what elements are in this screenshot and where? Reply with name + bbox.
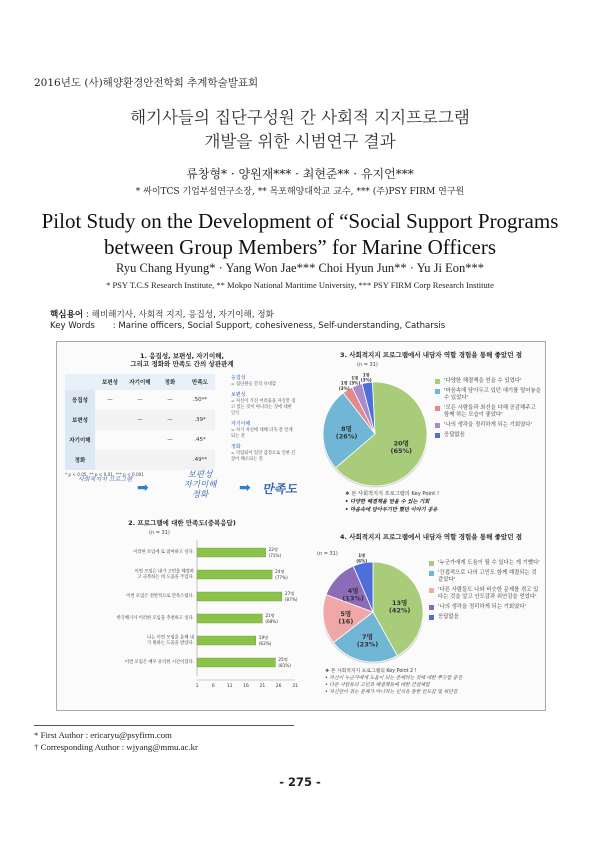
section1-title-line1: 1. 응집성, 보편성, 자기이해, — [140, 352, 224, 360]
flow-social-support: 사회적지지 프로그램 — [77, 476, 133, 483]
pie-slice-label: 13명 — [391, 599, 408, 608]
english-affiliation: * PSY T.C.S Research Institute, ** Mokpo National Maritime University, *** PSY FIRM Corp Research Institute — [106, 280, 494, 290]
col-header: 보편성 — [102, 380, 118, 386]
korean-title-line2: 개발을 위한 시범연구 결과 — [204, 132, 396, 151]
english-title-line1: Pilot Study on the Development of “Social Support Programs — [41, 209, 559, 233]
category-label: 고 극복하는 데 도움을 주었다. — [137, 574, 194, 580]
pie-slice-label: 1명 — [362, 372, 370, 378]
pie-slice-pct: (13%) — [342, 594, 364, 603]
definition-item: 정화 = 억압되어 있던 감정으로 인한 긴장이 해소되는 것 — [231, 444, 296, 462]
pie-slice-pct: (3%) — [338, 385, 350, 391]
bar-value-label: 27명 — [284, 591, 295, 596]
flow-middle: 보편성 자기이해 정화 — [183, 470, 217, 500]
legend-item: '나의 생각을 정리하게 되는 기회였다' — [429, 604, 541, 611]
bar-pct-label: (81%) — [278, 663, 291, 668]
pie-slice-label: 20명 — [393, 439, 409, 448]
korean-title-line1: 해기사들의 집단구성원 간 사회적 지지프로그램 — [130, 108, 470, 127]
correlation-table — [65, 374, 215, 477]
col-header: 정화 — [164, 380, 176, 386]
category-label: 이번 모임은 매우 유익한 시간이었다. — [124, 660, 194, 665]
col-header: 만족도 — [192, 380, 208, 386]
legend-item: '마음속에 담아두고 있던 얘기를 털어놓을 수 있었다' — [435, 388, 541, 402]
x-tick-label: 21 — [259, 684, 266, 689]
satisfaction-bar-chart — [57, 536, 307, 706]
table-cell: .45* — [194, 437, 206, 443]
pie-slice-label: 7명 — [362, 632, 373, 641]
key-point-item: • 다른 사람들의 고민과 해결책들에 대한 간접체험 — [325, 683, 430, 688]
pie-slice-label: 1명 — [340, 380, 348, 386]
table-cell: .50** — [192, 397, 208, 403]
pie-slice-pct: (65%) — [390, 446, 413, 455]
bar — [197, 658, 275, 667]
pie-slice-pct: (16) — [338, 617, 354, 626]
pie-slice-label: 8명 — [341, 425, 352, 434]
legend-item: '모든 사람들과 최선을 다해 공감해주고 함께 하는 모습이 좋았다' — [435, 405, 541, 419]
conference-name: 2016년도 (사)해양환경안전학회 추계학술발표회 — [34, 77, 259, 89]
english-keywords-label: Key Words — [50, 321, 95, 331]
english-keywords-value: : Marine officers, Social Support, cohesiveness, Self-understanding, Catharsis — [112, 321, 446, 331]
row-label: 자기이해 — [65, 430, 95, 450]
table-row — [65, 450, 215, 470]
key-point-item: • 마음속에 담아두기만 했던 이야기 공유 — [345, 507, 438, 513]
legend-item: 응답없음 — [435, 432, 541, 439]
legend-item: '누군가에게 도움이 될 수 있다는 게 기뻤다' — [429, 560, 541, 567]
x-tick-label: 16 — [243, 684, 249, 689]
key-point-item: • 자신이 누군가에게 도움이 되는 존재라는 것에 대한 뿌듯함 증진 — [325, 676, 463, 681]
key-point-item: • 다양한 해결책을 얻을 수 있는 기회 — [345, 499, 430, 505]
category-label: 한국해기사 이러한 모임을 추천하고 싶다. — [116, 616, 194, 621]
pie3-legend — [435, 378, 541, 442]
pie-slice-pct: (26%) — [335, 432, 358, 441]
legend-item: 응답없음 — [429, 614, 541, 621]
pie-slice-label: 5명 — [340, 610, 352, 619]
significance-note: * p < 0.05, ** p < 0.01, *** p < 0.001 — [65, 472, 145, 477]
category-label: 나는 이번 모임을 통해 내 — [147, 635, 194, 641]
category-label: 이번 모임은 내가 고민을 해결하 — [134, 569, 194, 575]
bar-pct-label: (68%) — [265, 619, 278, 624]
legend-item: '간접적으로 나의 고민도 함께 해결되는 것 같았다' — [429, 570, 541, 584]
section3-title: 3. 사회적지지 프로그램에서 내담자 역할 경험을 통해 좋았던 점 — [339, 351, 523, 359]
legend-item: '다른 사람들도 나와 비슷한 문제를 겪고 있다는 것을 알고 안도감과 위안감을 얻었다' — [429, 587, 541, 601]
row-label: 보편성 — [65, 410, 95, 430]
section4-n: (n = 31) — [317, 551, 338, 557]
english-title-line2: between Group Members” for Marine Officers — [103, 235, 497, 259]
row-label: 응집성 — [65, 390, 95, 410]
pie-slice-label: 1명 — [358, 553, 366, 559]
section1-title — [107, 352, 257, 368]
section4-key-points — [325, 668, 539, 696]
page-number: - 275 - — [279, 775, 321, 789]
flow-satisfaction: 만족도 — [262, 482, 297, 496]
bar — [197, 614, 262, 623]
key-point-title: ❖ 본 사회적지지 프로그램의 Key Point 2 ! — [325, 669, 417, 674]
pie-slice-pct: (3%) — [349, 380, 361, 386]
korean-keywords-label: 핵심용어 — [50, 310, 84, 320]
table-row: 보편성 — — .39* — [65, 410, 215, 430]
key-point-title: ❖ 본 사회적지지 프로그램의 Key Point ! — [345, 491, 440, 497]
bar-value-label: 19명 — [258, 635, 269, 640]
table-row: 응집성 — — — .50** — [65, 390, 215, 410]
pie-slice-label: 1명 — [351, 375, 359, 381]
section1-title-line2: 그리고 정화와 만족도 간의 상관관계 — [130, 360, 234, 368]
pie4-legend — [429, 560, 541, 624]
x-tick-label: 1 — [195, 684, 199, 689]
section2-n: (n = 31) — [149, 530, 170, 536]
bar-pct-label: (62%) — [258, 641, 272, 646]
pie-slice-pct: (42%) — [388, 606, 411, 615]
definition-item: 응집성 = 집단원들 간의 유대감 — [231, 375, 277, 387]
pie-slice-pct: (6%) — [356, 558, 368, 564]
flow-arrow-icon: ➡ — [137, 480, 149, 496]
english-authors: Ryu Chang Hyung* · Yang Won Jae*** Choi Hyun Jun** · Yu Ji Eon*** — [116, 261, 484, 275]
legend-item: '다양한 해결책을 얻을 수 있었다' — [435, 378, 541, 385]
bar-value-label: 25명 — [278, 657, 288, 662]
definitions-list — [231, 374, 297, 462]
category-label: 가 원하는 도움을 받았다. — [147, 640, 194, 646]
footnote-divider — [34, 725, 294, 726]
pie-chart-4 — [307, 552, 437, 668]
legend-item: '나의 생각을 정리하게 되는 기회였다' — [435, 422, 541, 429]
category-label: 이러한 모임에 또 참여하고 싶다. — [133, 550, 194, 555]
section2-title: 2. 프로그램에 대한 만족도(중복응답) — [128, 519, 236, 527]
bar-pct-label: (71%) — [268, 553, 282, 558]
korean-affiliation: * 싸이TCS 기업부설연구소장, ** 목포해양대학교 교수, *** (주)PSY FIRM 연구원 — [135, 187, 465, 197]
korean-authors: 류창형* · 양원재*** · 최현준** · 유지언*** — [186, 167, 414, 181]
section4-title: 4. 사회적지지 프로그램에서 내담자 역할 경험을 통해 좋았던 점 — [339, 533, 523, 541]
bar — [197, 570, 272, 579]
poster-figure — [56, 341, 546, 711]
x-tick-label: 6 — [211, 684, 215, 689]
pie-slice-pct: (3%) — [360, 377, 372, 383]
x-tick-label: 26 — [275, 684, 282, 689]
table-row: 자기이해 — .45* — [65, 430, 215, 450]
english-keywords — [50, 321, 445, 331]
korean-keywords — [50, 308, 274, 320]
pie-chart-3 — [307, 368, 437, 490]
col-header: 자기이해 — [129, 380, 151, 386]
pie-slice-label: 4명 — [347, 587, 359, 596]
x-tick-label: 31 — [292, 684, 298, 689]
korean-keywords-value: : 해비해기사, 사회적 지지, 응집성, 자기이해, 정화 — [85, 310, 274, 320]
bar — [197, 548, 266, 557]
pie-slice-pct: (23%) — [356, 640, 379, 649]
section3-n: (n = 31) — [357, 362, 378, 368]
row-label: 정화 — [65, 450, 95, 470]
bar-value-label: 21명 — [265, 613, 275, 618]
definition-item: 보편성 = 자신이 가진 어려움을 자신만 겪고 있는 것이 아니라는 것에 대한 인식 — [231, 392, 296, 416]
bar-pct-label: (77%) — [275, 575, 288, 580]
x-tick-label: 11 — [226, 684, 233, 689]
bar-value-label: 22명 — [268, 547, 278, 552]
first-author-footnote: * First Author : ericaryu@psyfirm.com — [34, 730, 172, 740]
category-label: 이번 모임은 전반적으로 만족스럽다. — [126, 594, 194, 599]
bar — [197, 636, 256, 645]
key-point-item: • 자신만이 겪는 문제가 아니라는 인식을 통한 안도감 및 위안감 — [325, 690, 458, 695]
table-cell: .49** — [192, 457, 208, 463]
bar-pct-label: (87%) — [284, 597, 298, 602]
flow-arrow-icon: ➡ — [239, 480, 251, 496]
section3-key-points — [345, 490, 535, 514]
bar — [197, 592, 282, 601]
table-cell: .39* — [194, 417, 206, 423]
corresponding-author-footnote: † Corresponding Author : wjyang@mmu.ac.kr — [34, 742, 198, 752]
bar-value-label: 24명 — [275, 569, 285, 574]
definition-item: 자기이해 = 자기 자신에 대해 더욱 잘 알게 되는 것 — [231, 421, 293, 439]
